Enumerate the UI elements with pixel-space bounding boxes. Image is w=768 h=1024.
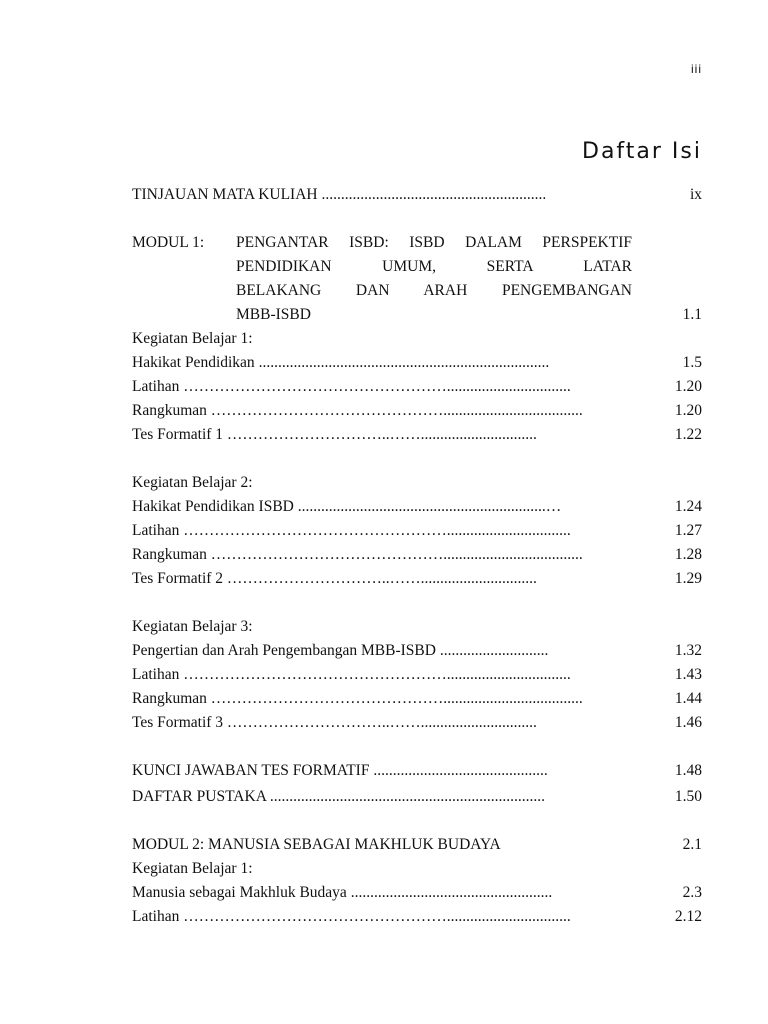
toc-entry-label: Tes Formatif 3 [132, 714, 224, 731]
toc-entry[interactable] [132, 495, 702, 519]
toc-leader-dots: ……………………………………….................................... [206, 402, 583, 419]
modul-title-line: MBB-ISBD [236, 306, 311, 323]
toc-leader-dots: ........................................................................... [254, 354, 550, 371]
toc-entry-label: Tes Formatif 2 [132, 570, 224, 587]
toc-page-number: 1.28 [674, 546, 702, 563]
toc-entry-label: Hakikat Pendidikan [132, 354, 255, 371]
toc-entry[interactable] [132, 687, 702, 711]
toc-page-number: 1.48 [674, 762, 702, 779]
toc-page-number: 1.44 [674, 690, 702, 707]
page-title: Daftar Isi [582, 138, 702, 164]
toc-leader-dots: ……………………………………………................................ [179, 666, 571, 683]
toc-entry-label: Latihan [132, 378, 180, 395]
toc-page-number: ix [689, 186, 702, 203]
toc-leader-dots: .................................................... [346, 884, 553, 901]
toc-entry-tinjauan[interactable] [132, 183, 702, 207]
toc-page-number: 1.5 [682, 354, 702, 371]
toc-modul1-line-2 [132, 255, 702, 279]
toc-section-heading: Kegiatan Belajar 1: [132, 330, 253, 347]
toc-entry[interactable] [132, 567, 702, 591]
toc-entry-label: Manusia sebagai Makhluk Budaya [132, 884, 347, 901]
toc-section-heading: Kegiatan Belajar 1: [132, 860, 253, 877]
toc-modul2[interactable] [132, 833, 702, 857]
toc-modul1-line-1[interactable] [132, 231, 702, 255]
modul-label: MODUL 1: [132, 234, 205, 251]
toc-entry-label: Rangkuman [132, 690, 207, 707]
toc-page-number: 1.1 [682, 306, 702, 323]
toc-page-number: 1.32 [674, 642, 702, 659]
toc-leader-dots: …………………………..…….............................. [223, 570, 537, 587]
toc-page-number: 1.24 [674, 498, 702, 515]
toc-page-number: 2.1 [682, 836, 702, 853]
toc-entry-label: Hakikat Pendidikan ISBD [132, 498, 294, 515]
toc-entry-label: Latihan [132, 908, 180, 925]
toc-leader-dots: ............................................. [369, 762, 548, 779]
modul-title-line: BELAKANG DAN ARAH PENGEMBANGAN [236, 282, 632, 299]
toc-leader-dots: ....................................................................... [266, 788, 546, 805]
toc-entry[interactable] [132, 375, 702, 399]
toc-page-number: 1.43 [674, 666, 702, 683]
toc-entry-daftar-pustaka[interactable] [132, 785, 702, 809]
toc-entry-label: Latihan [132, 666, 180, 683]
modul-title-line: PENGANTAR ISBD: ISBD DALAM PERSPEKTIF [236, 234, 632, 251]
toc-leader-dots: …………………………..…….............................. [223, 426, 537, 443]
toc-entry-label: Latihan [132, 522, 180, 539]
toc-entry[interactable] [132, 543, 702, 567]
toc-page-number: 2.12 [674, 908, 702, 925]
toc-page-number: 1.46 [674, 714, 702, 731]
toc-entry[interactable] [132, 423, 702, 447]
toc-entry-label: Pengertian dan Arah Pengembangan MBB-ISBD [132, 642, 436, 659]
toc-leader-dots: ……………………………………………................................ [179, 522, 571, 539]
toc-entry[interactable] [132, 905, 702, 929]
toc-leader-dots: ……………………………………………................................ [179, 378, 571, 395]
toc-entry-label: TINJAUAN MATA KULIAH [132, 186, 318, 203]
toc-page-number: 2.3 [682, 884, 702, 901]
toc-entry-label: KUNCI JAWABAN TES FORMATIF [132, 762, 370, 779]
toc-leader-dots: ................................................................… [293, 498, 562, 515]
toc-leader-dots: ……………………………………….................................... [206, 690, 583, 707]
toc-entry-label: Rangkuman [132, 402, 207, 419]
toc-leader-dots: ............................ [435, 642, 549, 659]
toc-leader-dots: ……………………………………………................................ [179, 908, 571, 925]
toc-page-number: 1.20 [674, 402, 702, 419]
toc-modul1-line-4 [132, 303, 702, 327]
toc-entry[interactable] [132, 519, 702, 543]
toc-leader-dots: ……………………………………….................................... [206, 546, 583, 563]
toc-entry[interactable] [132, 639, 702, 663]
page-number: iii [691, 62, 702, 76]
toc-section-heading: Kegiatan Belajar 2: [132, 474, 253, 491]
toc-entry[interactable] [132, 881, 702, 905]
toc-page-number: 1.50 [674, 788, 702, 805]
toc-entry[interactable] [132, 399, 702, 423]
toc-entry[interactable] [132, 351, 702, 375]
toc-page-number: 1.27 [674, 522, 702, 539]
toc-page-number: 1.22 [674, 426, 702, 443]
toc-modul1-line-3 [132, 279, 702, 303]
toc-entry-kunci-jawaban[interactable] [132, 759, 702, 783]
toc-leader-dots: .......................................................... [317, 186, 547, 203]
toc-entry-label: Tes Formatif 1 [132, 426, 224, 443]
toc-entry[interactable] [132, 663, 702, 687]
toc-leader-dots: …………………………..…….............................. [223, 714, 537, 731]
toc-entry-label: Rangkuman [132, 546, 207, 563]
modul-title-line: PENDIDIKAN UMUM, SERTA LATAR [236, 258, 632, 275]
toc-section-heading: Kegiatan Belajar 3: [132, 618, 253, 635]
toc-page-number: 1.29 [674, 570, 702, 587]
modul-title: MODUL 2: MANUSIA SEBAGAI MAKHLUK BUDAYA [132, 836, 501, 853]
toc-page-number: 1.20 [674, 378, 702, 395]
toc-entry-label: DAFTAR PUSTAKA [132, 788, 267, 805]
toc-entry[interactable] [132, 711, 702, 735]
